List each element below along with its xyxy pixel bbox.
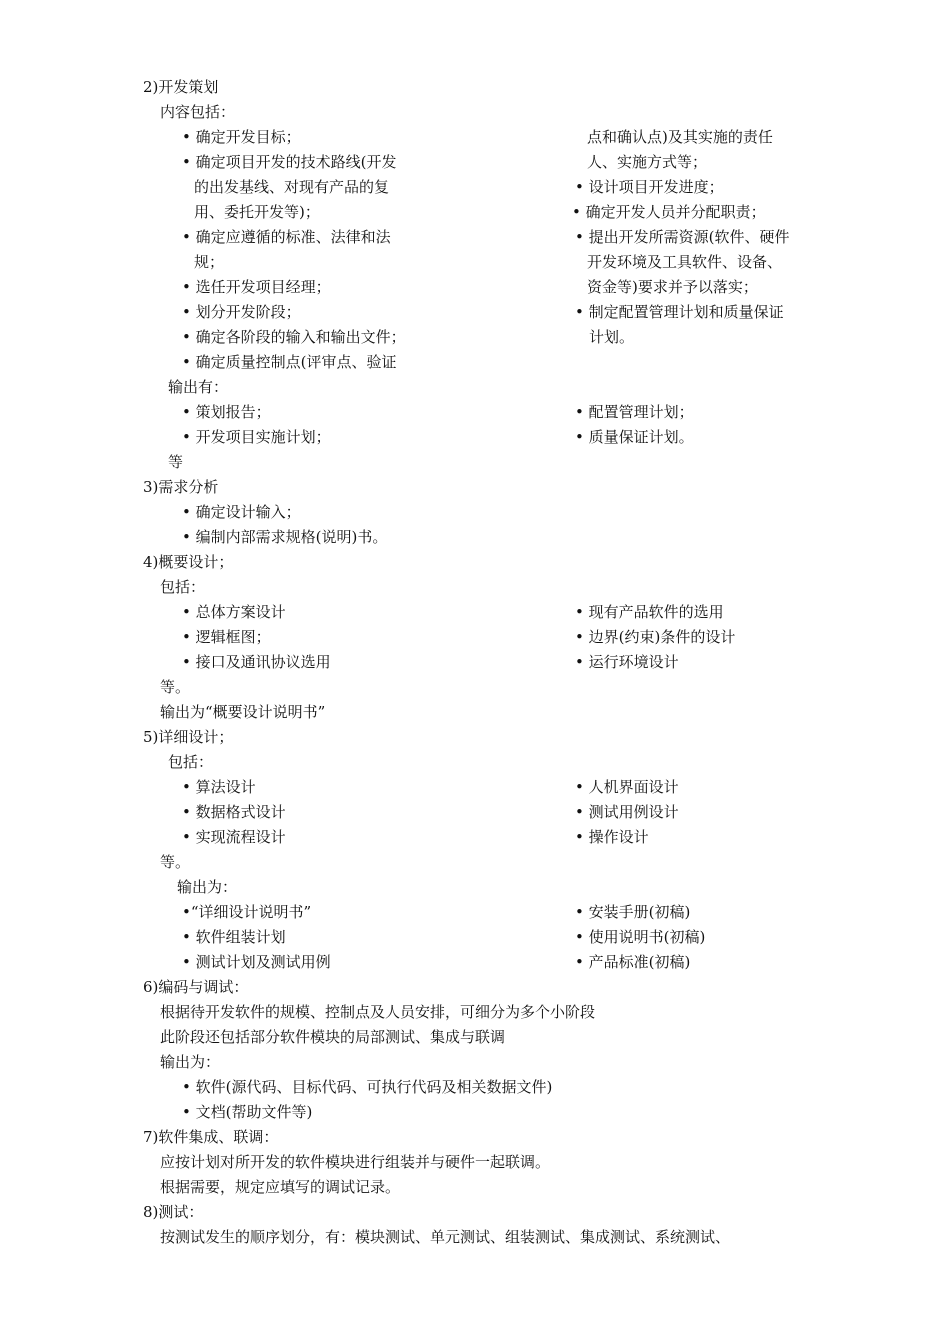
list-item: • 提出开发所需资源(软件、硬件 <box>575 228 790 246</box>
section-heading: 2)开发策划 <box>143 78 219 96</box>
output-item: • 开发项目实施计划； <box>182 428 331 446</box>
section-heading: 7)软件集成、联调： <box>143 1128 279 1146</box>
list-item: • 确定项目开发的技术路线(开发 <box>182 153 397 171</box>
list-item: • 测试用例设计 <box>575 803 679 821</box>
intro-label: 内容包括： <box>160 103 236 121</box>
list-item: • 确定质量控制点(评审点、验证 <box>182 353 397 371</box>
output-item: • 策划报告； <box>182 403 271 421</box>
list-item: • 选任开发项目经理； <box>182 278 331 296</box>
paragraph: 此阶段还包括部分软件模块的局部测试、集成与联调 <box>160 1028 506 1046</box>
list-item: • 编制内部需求规格(说明)书。 <box>182 528 388 546</box>
etc-text: 等 <box>168 453 184 471</box>
list-item-continuation: 资金等)要求并予以落实； <box>587 278 758 296</box>
paragraph: 应按计划对所开发的软件模块进行组装并与硬件一起联调。 <box>160 1153 551 1171</box>
output-label: 输出有： <box>168 378 229 396</box>
list-item-continuation: 计划。 <box>589 328 635 346</box>
output-item: • 测试计划及测试用例 <box>182 953 331 971</box>
etc-text: 等。 <box>160 678 191 696</box>
list-item-continuation: 用、委托开发等)； <box>194 203 320 221</box>
list-item: • 确定开发目标； <box>182 128 301 146</box>
list-item: • 接口及通讯协议选用 <box>182 653 331 671</box>
list-item: • 制定配置管理计划和质量保证 <box>575 303 784 321</box>
output-label: 输出为： <box>177 878 238 896</box>
output-item: • 安装手册(初稿) <box>575 903 691 921</box>
intro-label: 包括： <box>168 753 214 771</box>
section-heading: 4)概要设计； <box>143 553 234 571</box>
output-item: • 质量保证计划。 <box>575 428 694 446</box>
list-item: • 算法设计 <box>182 778 256 796</box>
list-item: • 设计项目开发进度； <box>575 178 724 196</box>
etc-text: 等。 <box>160 853 191 871</box>
section-heading: 6)编码与调试： <box>143 978 249 996</box>
list-item: • 现有产品软件的选用 <box>575 603 724 621</box>
list-item-continuation: 人、实施方式等； <box>587 153 708 171</box>
output-item: • 文档(帮助文件等) <box>182 1103 313 1121</box>
list-item: • 确定各阶段的输入和输出文件； <box>182 328 406 346</box>
section-heading: 3)需求分析 <box>143 478 219 496</box>
list-item: • 划分开发阶段； <box>182 303 301 321</box>
output-item: • 使用说明书(初稿) <box>575 928 706 946</box>
output-item: • 配置管理计划； <box>575 403 694 421</box>
list-item: • 实现流程设计 <box>182 828 286 846</box>
output-label: 输出为： <box>160 1053 221 1071</box>
output-text: 输出为“概要设计说明书” <box>160 703 326 721</box>
list-item: • 操作设计 <box>575 828 649 846</box>
list-item: • 确定应遵循的标准、法律和法 <box>182 228 391 246</box>
section-heading: 5)详细设计； <box>143 728 234 746</box>
list-item-continuation: 开发环境及工具软件、设备、 <box>587 253 783 271</box>
list-item: • 总体方案设计 <box>182 603 286 621</box>
list-item: • 边界(约束)条件的设计 <box>575 628 736 646</box>
output-item: •“详细设计说明书” <box>182 903 312 921</box>
list-item: • 逻辑框图； <box>182 628 271 646</box>
paragraph: 根据待开发软件的规模、控制点及人员安排，可细分为多个小阶段 <box>160 1003 596 1021</box>
output-item: • 软件组装计划 <box>182 928 286 946</box>
paragraph: 按测试发生的顺序划分，有：模块测试、单元测试、组装测试、集成测试、系统测试、 <box>160 1228 731 1246</box>
list-item: • 数据格式设计 <box>182 803 286 821</box>
list-item-continuation: 规； <box>194 253 225 271</box>
list-item: • 确定开发人员并分配职责； <box>572 203 766 221</box>
output-item: • 软件(源代码、目标代码、可执行代码及相关数据文件) <box>182 1078 553 1096</box>
list-item: • 人机界面设计 <box>575 778 679 796</box>
section-heading: 8)测试： <box>143 1203 204 1221</box>
paragraph: 根据需要，规定应填写的调试记录。 <box>160 1178 401 1196</box>
list-item-continuation: 点和确认点)及其实施的责任 <box>587 128 773 146</box>
intro-label: 包括： <box>160 578 206 596</box>
output-item: • 产品标准(初稿) <box>575 953 691 971</box>
list-item-continuation: 的出发基线、对现有产品的复 <box>194 178 390 196</box>
list-item: • 确定设计输入； <box>182 503 301 521</box>
list-item: • 运行环境设计 <box>575 653 679 671</box>
